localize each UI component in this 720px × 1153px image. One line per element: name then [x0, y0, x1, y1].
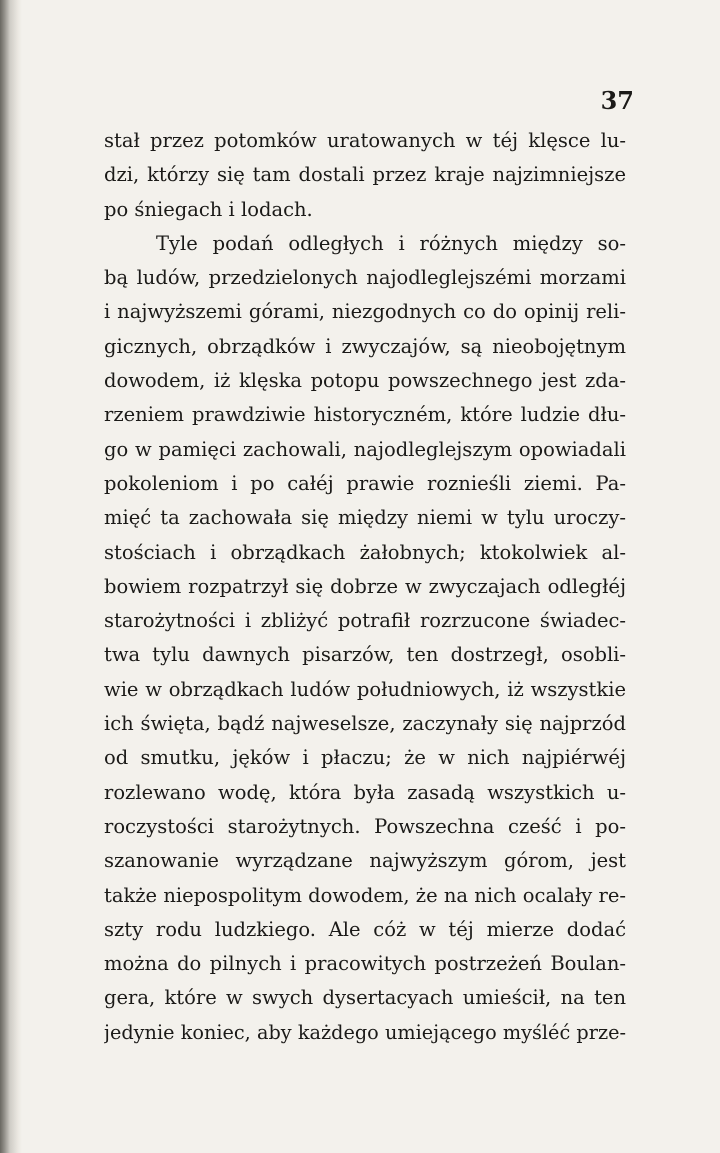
text-line: szty rodu ludzkiego. Ale cóż w téj mierze dodać [104, 917, 626, 941]
page-number: 37 [600, 86, 634, 115]
text-line: dzi, którzy się tam dostali przez kraje najzimniejsze [104, 163, 626, 187]
text-line: twa tylu dawnych pisarzów, ten dostrzegł, osobli- [104, 643, 626, 667]
text-line: go w pamięci zachowali, najodleglejszym opowiadali [104, 437, 626, 461]
text-line: bowiem rozpatrzył się dobrze w zwyczajach odległéj [104, 574, 626, 598]
text-line: i najwyższemi górami, niezgodnych co do opinij reli- [104, 300, 626, 324]
text-line: od smutku, jęków i płaczu; że w nich najpiérwéj [104, 746, 626, 770]
text-line: gera, które w swych dysertacyach umieścił, na ten [104, 986, 626, 1010]
text-line: roczystości starożytnych. Powszechna cześć i po- [104, 814, 626, 838]
body-text [104, 124, 626, 1084]
text-line: gicznych, obrządków i zwyczajów, są nieobojętnym [104, 334, 626, 358]
paragraph [104, 124, 626, 227]
text-line: dowodem, iż klęska potopu powszechnego jest zda- [104, 369, 626, 393]
text-line: także niepospolitym dowodem, że na nich ocalały re- [104, 883, 626, 907]
text-line: można do pilnych i pracowitych postrzeżeń Boulan- [104, 952, 626, 976]
text-line: rozlewano wodę, która była zasadą wszystkich u- [104, 780, 626, 804]
text-line: Tyle podań odległych i różnych między so- [156, 231, 626, 255]
paragraph [104, 227, 626, 1084]
text-line: pokoleniom i po całéj prawie roznieśli ziemi. Pa- [104, 471, 626, 495]
text-line: ich święta, bądź najweselsze, zaczynały się najprzód [104, 712, 626, 736]
text-line [104, 1050, 626, 1084]
text-line: stościach i obrządkach żałobnych; ktokolwiek al- [104, 540, 626, 564]
text-line: starożytności i zbliżyć potrafił rozrzucone świadec- [104, 609, 626, 633]
text-line: rzeniem prawdziwie historyczném, które ludzie dłu- [104, 403, 626, 427]
text-line: po śniegach i lodach. [104, 197, 313, 221]
page-binding-edge [0, 0, 22, 1153]
text-line: szanowanie wyrządzane najwyższym górom, jest [104, 849, 626, 873]
text-line: bą ludów, przedzielonych najodleglejszémi morzami [104, 266, 626, 290]
text-line: jedynie koniec, aby każdego umiejącego myśléć prze- [104, 1020, 626, 1044]
text-line: mięć ta zachowała się między niemi w tylu uroczy- [104, 506, 626, 530]
text-line: wie w obrządkach ludów południowych, iż wszystkie [104, 677, 626, 701]
text-line: stał przez potomków uratowanych w téj klęsce lu- [104, 129, 626, 152]
